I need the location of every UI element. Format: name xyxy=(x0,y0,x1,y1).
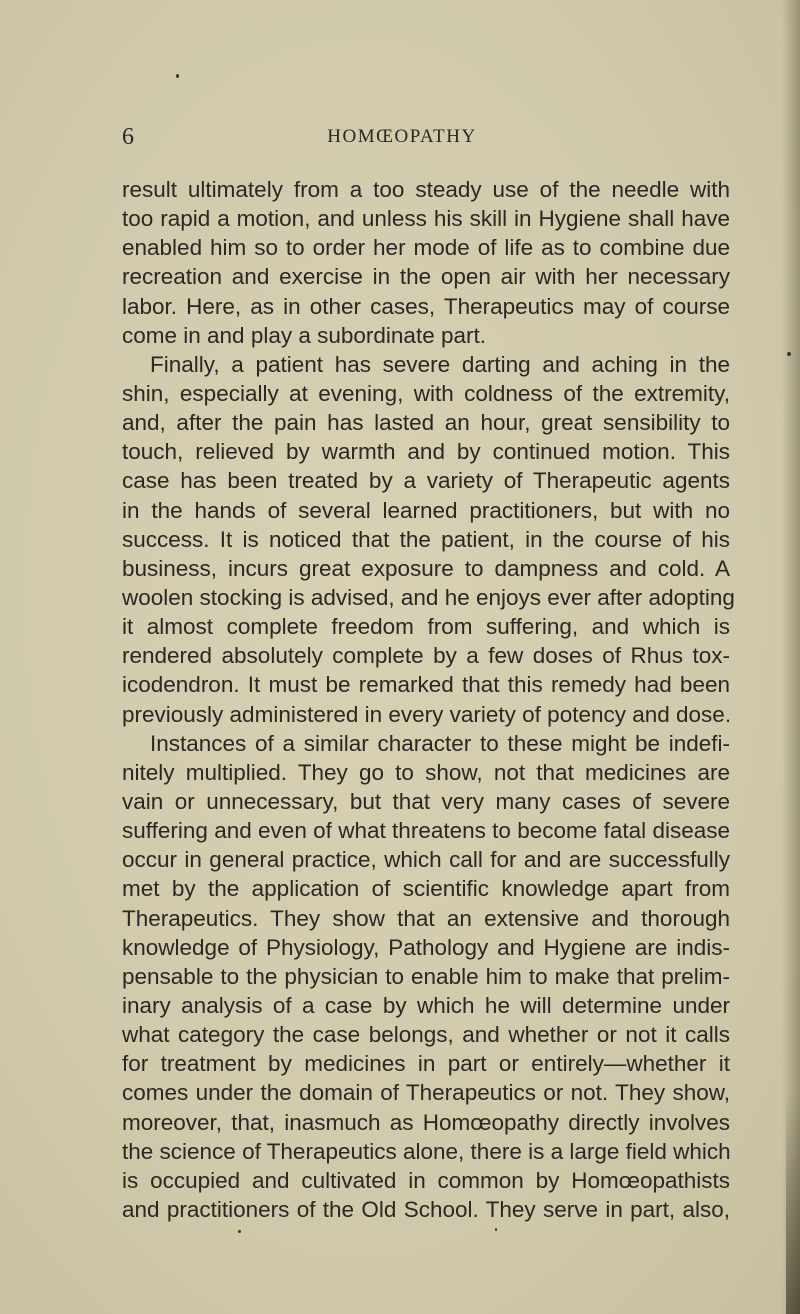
text-line: nitely multiplied. They go to show, not that medicines are xyxy=(122,759,730,785)
text-line: suffering and even of what threatens to become fatal disease xyxy=(122,818,730,844)
text-line: success. It is noticed that the patient, in the course of his xyxy=(122,526,730,552)
text-line: business, incurs great exposure to dampness and cold. A xyxy=(122,555,730,581)
text-line: for treatment by medicines in part or entirely—whether it xyxy=(122,1051,730,1077)
text-line: occur in general practice, which call for and are successfully xyxy=(122,847,730,873)
text-line: labor. Here, as in other cases, Therapeutics may of course xyxy=(122,293,730,319)
text-line: comes under the domain of Therapeutics or not. They show, xyxy=(122,1080,730,1106)
text-line: Instances of a similar character to these might be indefi- xyxy=(150,730,730,756)
text-line: result ultimately from a too steady use of the needle with xyxy=(122,177,730,202)
page-corner-shadow xyxy=(786,1094,800,1314)
text-line: too rapid a motion, and unless his skill in Hygiene shall have xyxy=(122,206,730,232)
text-line: rendered absolutely complete by a few doses of Rhus tox- xyxy=(122,643,730,669)
text-line: previously administered in every variety of potency and dose. xyxy=(122,701,732,727)
text-line: met by the application of scientific knowledge apart from xyxy=(122,876,730,902)
text-line: woolen stocking is advised, and he enjoys ever after adopting xyxy=(122,584,735,610)
text-line: Finally, a patient has severe darting and aching in the xyxy=(150,351,730,377)
text-line: and practitioners of the Old School. They serve in part, also, xyxy=(122,1196,730,1222)
text-line: is occupied and cultivated in common by Homœopathists xyxy=(122,1167,730,1193)
text-line: Therapeutics. They show that an extensive and thorough xyxy=(122,905,730,931)
paper-speck xyxy=(787,352,791,356)
running-head: HOMŒOPATHY xyxy=(327,126,477,147)
text-line: come in and play a subordinate part. xyxy=(122,322,486,348)
text-line: pensable to the physician to enable him to make that prelim- xyxy=(122,963,730,989)
text-line: in the hands of several learned practitioners, but with no xyxy=(122,497,730,523)
page-number: 6 xyxy=(122,124,134,150)
text-line: it almost complete freedom from suffering, and which is xyxy=(122,614,730,640)
page-header xyxy=(122,123,682,153)
text-line: icodendron. It must be remarked that this remedy had been xyxy=(122,672,730,698)
paper-speck xyxy=(176,74,179,78)
text-line: knowledge of Physiology, Pathology and Hygiene are indis- xyxy=(122,934,730,960)
text-line: inary analysis of a case by which he will determine under xyxy=(122,992,730,1018)
text-line: touch, relieved by warmth and by continued motion. This xyxy=(122,439,730,465)
text-line: the science of Therapeutics alone, there is a large field which xyxy=(122,1138,731,1164)
paper-speck xyxy=(495,1228,497,1231)
text-line: and, after the pain has lasted an hour, great sensibility to xyxy=(122,410,730,436)
text-line: what category the case belongs, and whether or not it calls xyxy=(122,1022,730,1048)
text-line: recreation and exercise in the open air with her necessary xyxy=(122,264,730,290)
body-text xyxy=(122,175,735,1224)
paper-speck xyxy=(238,1230,241,1233)
text-line: moreover, that, inasmuch as Homœopathy directly involves xyxy=(122,1109,730,1135)
text-line: enabled him so to order her mode of life as to combine due xyxy=(122,235,730,261)
text-line: vain or unnecessary, but that very many cases of severe xyxy=(122,788,730,814)
text-line: case has been treated by a variety of Therapeutic agents xyxy=(122,468,730,494)
text-line: shin, especially at evening, with coldness of the extremity, xyxy=(122,380,730,406)
